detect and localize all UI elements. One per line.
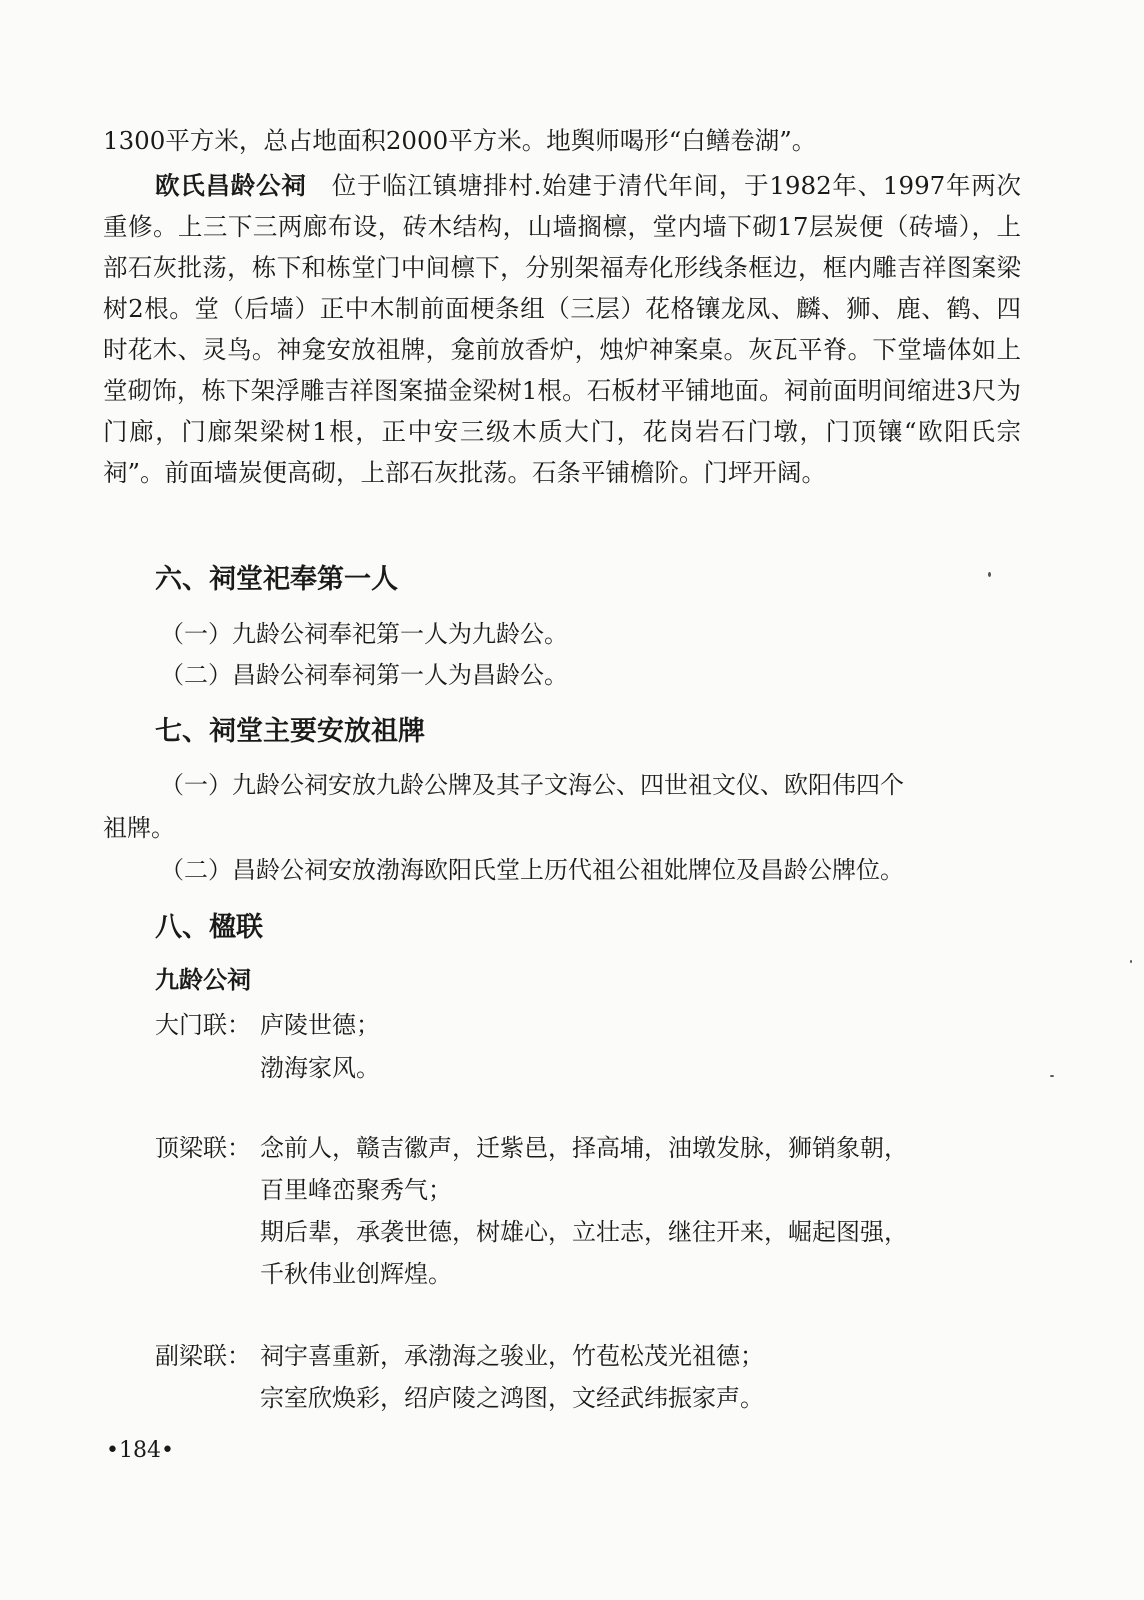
changling-title: 欧氏昌龄公祠 [155,171,307,200]
section7-item-1-line1: （一）九龄公祠安放九龄公牌及其子文海公、四世祖文仪、欧阳伟四个 [160,771,904,799]
scan-speck [1050,1075,1054,1077]
section6-heading: 六、祠堂祀奉第一人 [155,564,398,595]
section6-item-2: （二）昌龄公祠奉祠第一人为昌龄公。 [160,661,568,689]
scan-speck [1130,960,1132,963]
damen-line-2: 渤海家风。 [260,1054,380,1082]
dingliang-line-2: 百里峰峦聚秀气； [260,1176,452,1204]
dingliang-line-4: 千秋伟业创辉煌。 [260,1260,452,1288]
damen-label: 大门联： [155,1011,251,1039]
scan-speck [988,572,991,577]
dingliang-label: 顶梁联： [155,1134,251,1162]
section8-heading: 八、楹联 [155,912,263,943]
fuliang-label: 副梁联： [155,1342,251,1370]
section8-subheading: 九龄公祠 [155,966,251,994]
section7-item-2: （二）昌龄公祠安放渤海欧阳氏堂上历代祖公祖妣牌位及昌龄公牌位。 [160,856,904,884]
dingliang-line-1: 念前人，赣吉徽声，迁紫邑，择高埔，油墩发脉，狮销象朝， [260,1134,908,1162]
fuliang-line-2: 宗室欣焕彩，绍庐陵之鸿图，文经武纬振家声。 [260,1384,764,1412]
changling-body: 位于临江镇塘排村.始建于清代年间，于1982年、1997年两次重修。上三下三两廊布设，砖木结构，山墙搁檩，堂内墙下砌17层炭便（砖墙），上部石灰批荡，栋下和栋堂门中间檩下，分别架福寿化形线条框边，框内雕吉祥图案梁树2根。堂（后墙）正中木制前面梗条组（三层）花格镶龙凤、麟、狮、鹿、鹤、四时花木、灵鸟。神龛安放祖牌，龛前放香炉，烛炉神案桌。灰瓦平脊。下堂墙体如上堂砌饰，栋下架浮雕吉祥图案描金梁树1根。石板材平铺地面。祠前面明间缩进3尺为门廊，门廊架梁树1根，正中安三级木质大门，花岗岩石门墩，门顶镶“欧阳氏宗祠”。前面墙炭便高砌，上部石灰批荡。石条平铺檐阶。门坪开阔。 [103,171,1021,487]
fuliang-line-1: 祠宇喜重新，承渤海之骏业，竹苞松茂光祖德； [260,1342,764,1370]
section6-item-1: （一）九龄公祠奉祀第一人为九龄公。 [160,620,568,648]
intro-line: 1300平方米，总占地面积2000平方米。地舆师喝形“白鳝卷湖”。 [103,126,817,155]
section7-heading: 七、祠堂主要安放祖牌 [155,716,425,747]
section7-item-1-line2: 祖牌。 [103,814,175,842]
page-number: •184• [106,1438,174,1463]
dingliang-line-3: 期后辈，承袭世德，树雄心，立壮志，继往开来，崛起图强， [260,1218,908,1246]
damen-line-1: 庐陵世德； [260,1011,380,1039]
changling-paragraph [103,165,1021,493]
